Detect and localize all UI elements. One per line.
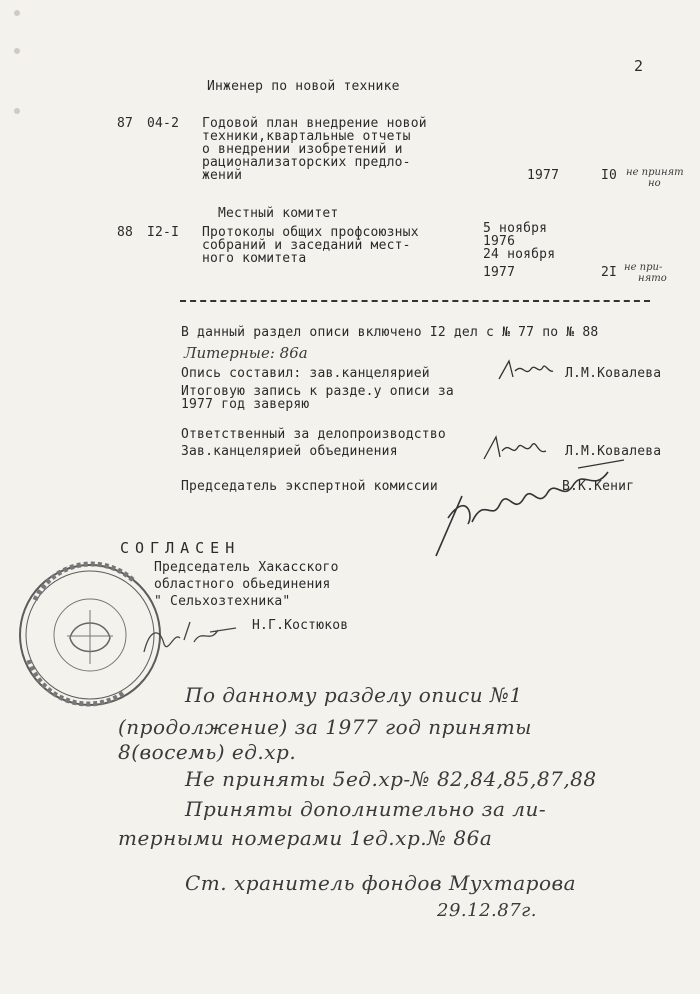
compiled-by-line: Опись составил: зав.канцелярией: [181, 366, 430, 381]
case-title-line: ного комитета: [202, 251, 307, 266]
case-title-line: Годовой план внедрение новой: [202, 116, 427, 131]
approval-line: областного обьединения: [154, 577, 331, 592]
case-title-line: собраний и заседаний мест-: [202, 238, 411, 253]
handwritten-line: терными номерами 1ед.хр.№ 86а: [118, 826, 493, 850]
case-title-line: о внедрении изобретений и: [202, 142, 403, 157]
case-title-line: Протоколы общих профсоюзных: [202, 225, 419, 240]
punch-hole: [14, 10, 20, 16]
keeper-line: Ст. хранитель фондов Мухтарова: [185, 871, 577, 895]
final-record-line: 1977 год заверяю: [181, 397, 310, 412]
case-sheets: 2I: [601, 265, 618, 280]
approval-line: Председатель Хакасского: [154, 560, 339, 575]
case-title-line: техники,квартальные отчеты: [202, 129, 411, 144]
signature-kenig: [428, 452, 628, 562]
handwritten-note: нято: [638, 273, 667, 284]
handwritten-note: но: [648, 178, 661, 189]
section-heading-new-technology: Инженер по новой технике: [207, 79, 400, 94]
punch-hole: [14, 48, 20, 54]
case-index: 04-2: [147, 116, 180, 131]
responsible-line: Зав.канцелярией объединения: [181, 444, 398, 459]
literal-numbers-note: Литерные: 86а: [184, 344, 308, 362]
handwritten-line: Приняты дополнительно за ли-: [185, 797, 547, 821]
keeper-date: 29.12.87г.: [437, 900, 537, 921]
handwritten-line: Не приняты 5ед.хр-№ 82,84,85,87,88: [185, 767, 597, 791]
handwritten-line: По данному разделу описи №1: [185, 683, 523, 707]
case-number: 87: [117, 116, 134, 131]
handwritten-note: не принят: [626, 167, 684, 178]
case-date-line: 5 ноября: [483, 221, 548, 236]
case-date-line: 1977: [483, 265, 516, 280]
responsible-line: Ответственный за делопроизводство: [181, 427, 446, 442]
case-title-line: жений: [202, 168, 243, 183]
compiled-by-name: Л.М.Ковалева: [565, 366, 662, 381]
case-sheets: I0: [601, 168, 618, 183]
case-index: I2-I: [147, 225, 180, 240]
included-cases-line: В данный раздел описи включено I2 дел с № 77 по № 88: [181, 325, 599, 340]
section-heading-local-committee: Местный комитет: [218, 206, 339, 221]
dashed-separator: [180, 300, 650, 302]
signature-kostyukov: [140, 608, 240, 658]
approval-heading: СОГЛАСЕН: [120, 539, 241, 557]
case-date: 1977: [527, 168, 560, 183]
page-number: 2: [634, 57, 644, 75]
handwritten-line: (продолжение) за 1977 год приняты: [118, 715, 532, 739]
punch-hole: [14, 108, 20, 114]
chairman-line: Председатель экспертной комиссии: [181, 479, 438, 494]
approval-name: Н.Г.Костюков: [252, 618, 349, 633]
responsible-name: Л.М.Ковалева: [565, 444, 662, 459]
approval-line: " Сельхозтехника": [154, 594, 291, 609]
case-title-line: рационализаторских предло-: [202, 155, 411, 170]
handwritten-line: 8(восемь) ед.хр.: [118, 740, 297, 764]
signature-kovaleva: [495, 355, 555, 385]
case-number: 88: [117, 225, 134, 240]
handwritten-note: не при-: [624, 262, 663, 273]
chairman-name: В.К.Кениг: [562, 479, 635, 494]
final-record-line: Итоговую запись к разде.у описи за: [181, 384, 454, 399]
case-date-line: 1976: [483, 234, 516, 249]
case-date-line: 24 ноября: [483, 247, 556, 262]
